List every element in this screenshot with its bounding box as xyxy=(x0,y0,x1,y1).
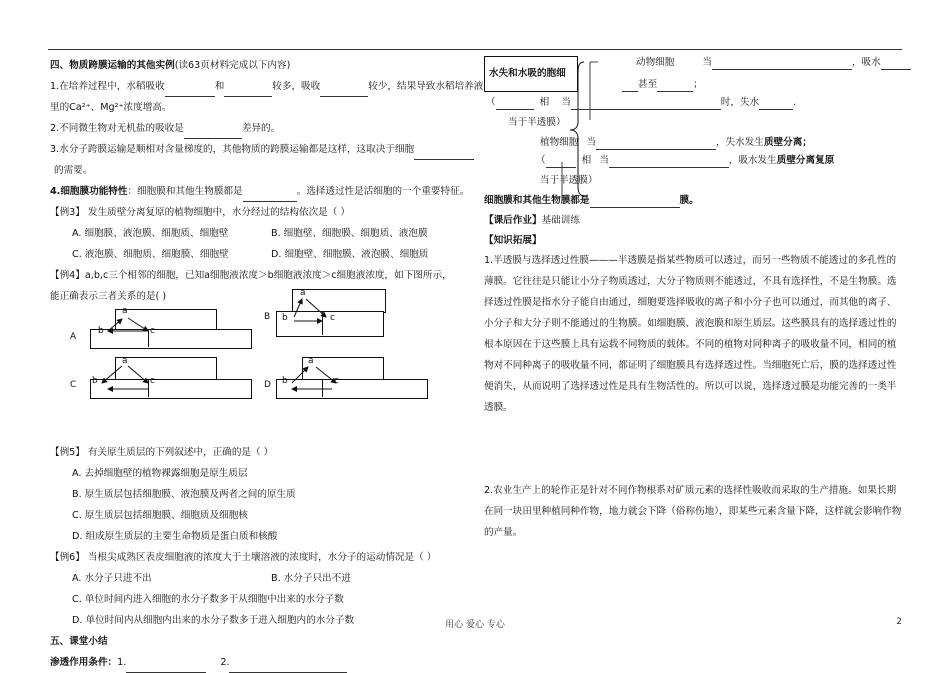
r6-absorb: ，吸水发生 xyxy=(728,155,777,166)
q1-text-b: 和 xyxy=(214,81,225,92)
section4-note: (读63页材料完成以下内容) xyxy=(174,60,291,71)
r1 xyxy=(636,56,911,70)
ex4-question: 【例4】a,b,c三个相邻的细胞，已知a细胞液浓度＞b细胞液浓度＞c细胞液浓度，如下图所示， xyxy=(50,270,452,281)
diagram-b-a: a xyxy=(300,288,306,298)
diagram-c-arrows xyxy=(50,355,250,400)
ex3-option-b[interactable]: B. 细胞壁、细胞膜、细胞质、液泡膜 xyxy=(271,228,428,239)
q4-title: 4.细胞膜功能特性 xyxy=(50,186,128,197)
q2-blank[interactable] xyxy=(184,126,242,139)
q4-text-a: ：细胞膜和其他生物膜都是 xyxy=(127,186,243,197)
ex5-question: 【例5】 有关原生质层的下列叙述中，正确的是（ ） xyxy=(50,447,274,458)
r8-text: 细胞膜和其他生物膜都是 xyxy=(484,195,590,206)
r3-paren: （ xyxy=(486,97,496,108)
q2-text-b: 差异的。 xyxy=(241,123,281,134)
q3-text-a: 3.水分子跨膜运输是顺相对含量梯度的，其他物质的跨膜运输都是这样，这取决于细胞 xyxy=(50,144,415,155)
r5-plant: 植物细胞 xyxy=(540,137,579,148)
r7: 当于半透膜） xyxy=(540,175,598,186)
ex3-question: 【例3】 发生质壁分离复原的植物细胞中，水分经过的结构依次是（ ） xyxy=(50,207,351,218)
r3-blank-3[interactable] xyxy=(759,97,793,110)
osmosis-label: 渗透作用条件： xyxy=(50,657,118,668)
ex6-option-c[interactable]: C. 单位时间内进入细胞的水分子数多于从细胞中出来的水分子数 xyxy=(72,594,344,605)
ex5-option-c[interactable]: C. 原生质层包括细胞膜、细胞质及细胞核 xyxy=(72,510,248,521)
r6-xiang: 相 xyxy=(581,155,592,166)
ex6-option-d[interactable]: D. 单位时间内从细胞内出来的水分子数多于进入细胞内的水分子数 xyxy=(72,615,355,626)
r3-blank-1[interactable] xyxy=(496,97,534,110)
r1-blank-2[interactable] xyxy=(881,57,911,70)
r5-lose: ，失水发生 xyxy=(715,137,764,148)
ex3-option-c[interactable]: C. 液泡膜、细胞质、细胞膜、细胞壁 xyxy=(72,249,229,260)
diagram-b-c: c xyxy=(330,313,335,323)
r4: 当于半透膜） xyxy=(508,117,566,128)
r1-animal: 动物细胞 xyxy=(636,57,675,68)
ex6-option-a[interactable]: A. 水分子只进不出 xyxy=(72,573,152,584)
ex6-option-b[interactable]: B. 水分子只出不进 xyxy=(271,573,351,584)
diagram-d-arrows xyxy=(264,355,434,400)
r2-even: 甚至 xyxy=(638,79,658,90)
ex3-option-d[interactable]: D. 细胞壁、细胞膜、液泡膜、细胞质 xyxy=(271,249,429,260)
q3-blank[interactable] xyxy=(414,147,474,160)
osmosis-blank-2[interactable] xyxy=(229,660,347,673)
ex5-option-d[interactable]: D. 组成原生质层的主要生命物质是蛋白质和核酸 xyxy=(72,531,278,542)
r3-dot: . xyxy=(793,97,797,108)
r1-blank[interactable] xyxy=(712,57,852,70)
diagram-c-b: b xyxy=(92,376,98,386)
r6-deplasmolysis: 质壁分离复原 xyxy=(776,155,835,166)
diagram-b-b: b xyxy=(282,313,288,323)
diagram-a-arrows xyxy=(50,307,250,352)
diagram-b-arrows xyxy=(264,287,394,342)
diagram-d-label: D xyxy=(264,380,271,390)
q4-blank[interactable] xyxy=(243,189,297,202)
r6-blank-2[interactable] xyxy=(609,155,729,168)
diagram-c-label: C xyxy=(70,380,77,390)
osmosis-blank-1[interactable] xyxy=(126,660,206,673)
footer-motto: 用心 爱心 专心 xyxy=(445,620,505,630)
r8-blank[interactable] xyxy=(590,195,680,208)
r8 xyxy=(484,194,699,208)
q1-blank-2[interactable] xyxy=(224,84,272,97)
diagram-a-c: c xyxy=(150,326,155,336)
page-number: 2 xyxy=(896,617,902,627)
q1-text-a: 1.在培养过程中，水稻吸收 xyxy=(50,81,165,92)
r3-when: 当 xyxy=(561,97,571,108)
ex6-question: 【例6】 当根尖成熟区表皮细胞液的浓度大于土壤溶液的浓度时，水分子的运动情况是（ ） xyxy=(50,552,437,563)
r3-lose-water: 时，失水 xyxy=(720,97,760,108)
q2-text-a: 2.不同微生物对无机盐的吸收是 xyxy=(50,123,184,134)
r3-blank-2[interactable] xyxy=(571,97,721,110)
diagram-d-c: c xyxy=(334,376,339,386)
q1-blank-3[interactable] xyxy=(320,84,368,97)
q1-text-e: 里的Ca²⁺、Mg²⁺浓度增高。 xyxy=(50,102,172,113)
r6 xyxy=(536,154,834,168)
r3-xiang: 相 xyxy=(539,97,550,108)
diagram-c-a: a xyxy=(122,356,128,366)
extension-paragraph-1: 1.半透膜与选择透过性膜———半透膜是指某些物质可以透过，而另一些物质不能透过的多孔性的薄膜。它往往是只能让小分子物质透过，大分子物质则不能透过，不具有选择性，不是生物膜。选择透过性膜是指水分子能自由通过，细胞要选择吸收的离子和小分子也可以通过，而其他的离子、小分子和大分子则不能通过的生物膜。如细胞膜、液泡膜和原生质层。这些膜具有的选择透过性的根本原因在于这些膜上具有运载不同物质的载体。不同的植物对同种离子的吸收量不同，相同的植物对不同种离子的吸收量不同，都证明了细胞膜具有选择透过性。当细胞死亡后，膜的选择透过性便消失，从而说明了选择透过性是具有生物活性的。所以可以说，选择透过膜是功能完善的一类半透膜。 xyxy=(484,255,897,413)
r5-when: 当 xyxy=(586,137,596,148)
osmosis-item-2: 2. xyxy=(220,657,230,668)
header-rule xyxy=(48,49,902,50)
r6-when: 当 xyxy=(599,155,609,166)
q1-text-c: 较多，吸收 xyxy=(272,81,321,92)
diagram-d-b: b xyxy=(282,376,288,386)
extension-label: 【知识拓展】 xyxy=(484,235,542,246)
r2-semicolon: ； xyxy=(693,79,703,90)
q4-text-b: 。选择透过性是活细胞的一个重要特征。 xyxy=(296,186,470,197)
ex5-option-b[interactable]: B. 原生质层包括细胞膜、液泡膜及两者之间的原生质 xyxy=(72,489,296,500)
diagram-d-a: a xyxy=(308,356,314,366)
diagram-a-label: A xyxy=(70,332,77,342)
section5-title: 五、课堂小结 xyxy=(50,636,108,647)
osmosis-item-1: 1. xyxy=(117,657,127,668)
r5 xyxy=(540,136,812,150)
ex4-question-2: 能正确表示三者关系的是( ) xyxy=(50,291,167,302)
section4-title: 四、物质跨膜运输的其他实例 xyxy=(50,60,175,71)
diagram-b-label: B xyxy=(264,312,271,322)
r1-absorb: ，吸水 xyxy=(851,57,881,68)
r6-paren: （ xyxy=(536,155,546,166)
q1-blank-1[interactable] xyxy=(165,84,215,97)
homework xyxy=(484,214,580,228)
r2-blank-1[interactable] xyxy=(622,79,638,92)
r3 xyxy=(486,96,796,110)
diagram-a-a: a xyxy=(122,306,128,316)
r6-blank-1[interactable] xyxy=(546,155,576,168)
diagram-c-c: c xyxy=(150,376,155,386)
q1-text-d: 较少，结果导致水稻培养液 xyxy=(368,81,484,92)
ex5-option-a[interactable]: A. 去掉细胞壁的植物裸露细胞是原生质层 xyxy=(72,468,248,479)
r2-blank-2[interactable] xyxy=(657,79,693,92)
water-box-title: 水失和水吸的胞细 xyxy=(489,68,566,79)
homework-text: 基础训练 xyxy=(541,215,580,226)
ex3-option-a[interactable]: A. 细胞膜、液泡膜、细胞质、细胞壁 xyxy=(72,228,229,239)
r5-plasmolysis: 质壁分离； xyxy=(763,137,812,148)
q3-text-b: 的需要。 xyxy=(54,165,93,176)
r2 xyxy=(622,78,703,92)
r1-when: 当 xyxy=(702,57,712,68)
homework-label: 【课后作业】 xyxy=(484,215,542,226)
extension-paragraph-2: 2.农业生产上的轮作正是针对不同作物根系对矿质元素的选择性吸收而采取的生产措施。如果长期在同一块田里种植同种作物，地力就会下降（俗称伤地），即某些元素含量下降，这样就会影响作物的产量。 xyxy=(484,485,902,538)
r5-blank[interactable] xyxy=(596,137,716,150)
r8-membrane: 膜。 xyxy=(679,195,699,206)
diagram-a-b: b xyxy=(98,326,104,336)
